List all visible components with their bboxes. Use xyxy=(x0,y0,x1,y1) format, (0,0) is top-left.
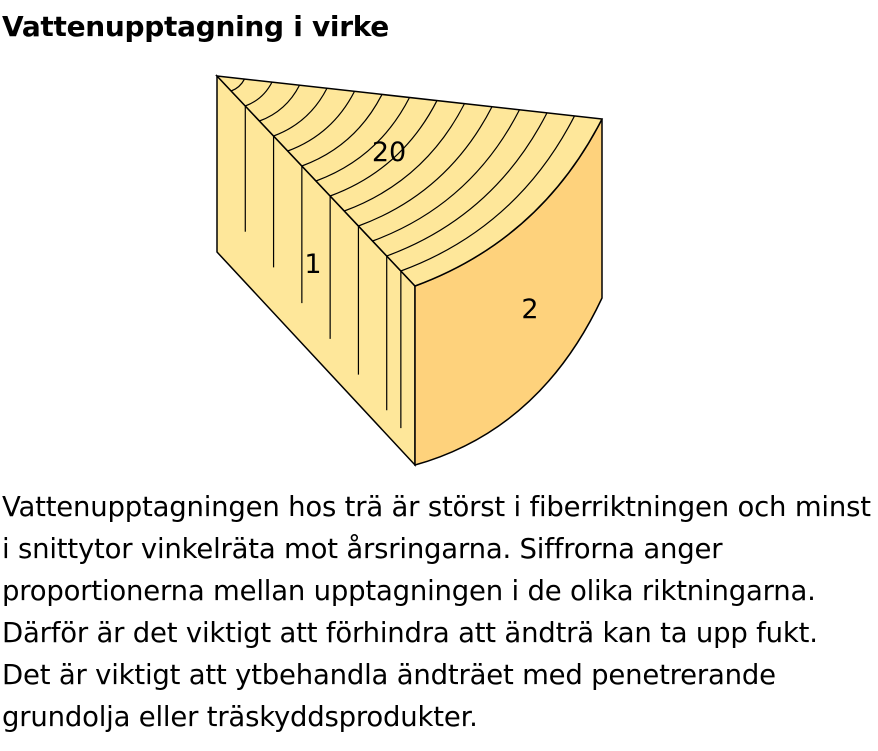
wood-grain-diagram xyxy=(0,60,878,480)
radial-label: 1 xyxy=(304,249,322,280)
caption-text: Vattenupptagningen hos trä är störst i fiberriktningen och minst i snittytor vinkelräta mot årsringarna. Siffrorna anger proportionerna mellan upptagningen i de olika riktningarna. Därför är det viktigt att förhindra att ändträ kan ta upp fukt. Det är viktigt att ytbehandla ändträet med penetrerande grundolja eller träskyddsprodukter. xyxy=(2,491,871,733)
tangential-label: 2 xyxy=(521,294,539,325)
end-grain-label: 20 xyxy=(371,137,407,168)
page-title: Vattenupptagning i virke xyxy=(2,10,389,43)
